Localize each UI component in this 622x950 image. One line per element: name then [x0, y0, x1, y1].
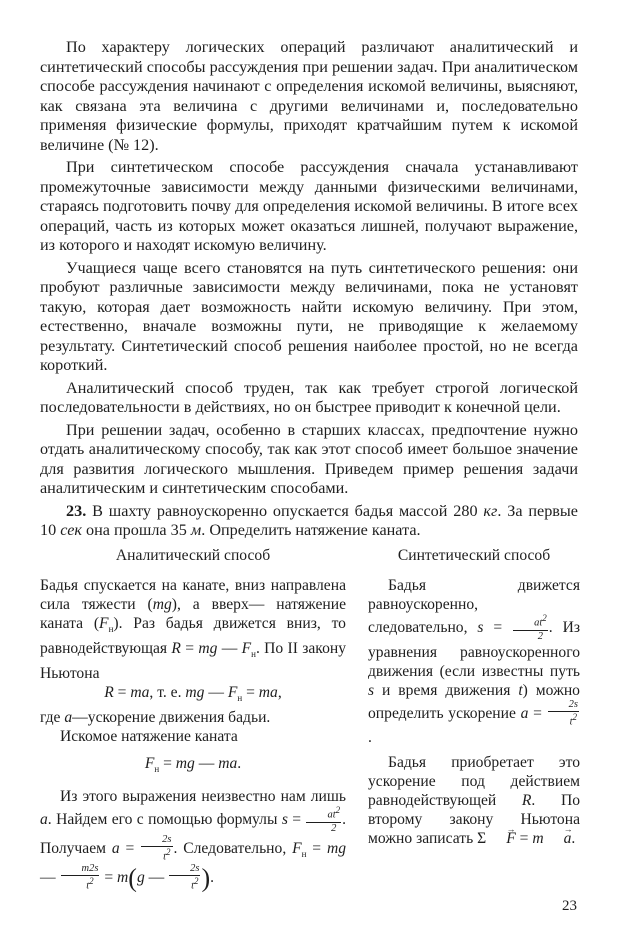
synthetic-title: Синтетический способ: [397, 547, 551, 564]
synthetic-paragraph-2: Бадья приобретает это ускорение под действием равнодействующей R. По второму закону Ньютона можно записать Σ→ F = m→ a.: [368, 753, 580, 848]
analytic-paragraph-4: Из этого выражения неизвестно нам лишь a. Найдем его с помощью формулы s = $\frac{at^2}{2}$ . Получаем a = $\frac{2s}{t^2}$ . Следовательно, $F_н$ = mg — $\frac{m2s}{t^2}$ = m(g — $\frac{2s}{t^2}$ ).: [40, 788, 347, 893]
paragraph-2: При синтетическом способе рассуждения сначала устанавливают промежуточные зависимости между данными физическими величинами, стараясь подготовить почву для определения искомой величины. В итоге всех операций, часть из которых может оказаться лишней, получают выражение, из которого и находят искомую величину.: [40, 158, 578, 254]
analytic-paragraph-3: Искомое натяжение каната: [60, 728, 238, 746]
analytic-paragraph-1: Бадья спускается на канате, вниз направлена сила тяжести (mg), а вверх— натяжение каната $(F_н)$. Раз бадья движется вниз, то равнодействующая R = mg — $F_н$. По II закону Ньютона: [40, 577, 347, 683]
paragraph-3: Учащиеся чаще всего становятся на путь синтетического решения: они пробуют различные зависимости между величинами, пока не установят такую, которая дает возможность найти искомую величину. При этом, естественно, вначале возможны пути, не приводящие к желаемому результату. Синтетический способ решения наиболее простой, но не всегда короткий.: [40, 258, 578, 374]
synthetic-paragraph-1: Бадья движется равноускоренно, следовательно, s = $\frac{at^2}{2}$ . Из уравнения равноускоренного движения (если известны путь s и время движения t) можно определить ускорение a = $\frac{2s}{t^2}$ .: [368, 577, 580, 746]
analytic-title: Аналитический способ: [115, 547, 271, 564]
page-number: 23: [562, 898, 577, 914]
problem-number: 23.: [66, 501, 87, 520]
main-text: [40, 38, 578, 541]
analytic-formula-1: R = ma, т. е. mg — $F_н$ = ma,: [104, 684, 282, 704]
paragraph-4: Аналитический способ труден, так как требует строгой логической последовательности в действиях, но он быстрее приводит к конечной цели.: [40, 378, 578, 416]
analytic-column: [40, 546, 346, 892]
analytic-formula-2: $F_н$ = mg — ma.: [144, 755, 242, 775]
problem-statement: 23. В шахту равноускоренно опускается бадья массой 280 кг. За первые 10 сек она прошла 35 м. Определить натяжение каната.: [40, 501, 578, 539]
paragraph-5: При решении задач, особенно в старших классах, предпочтение нужно отдать аналитическому способу, так как этот способ имеет большое значение для развития логического мышления. Приведем пример решения задачи аналитическим и синтетическим способами.: [40, 420, 578, 497]
synthetic-column: [368, 546, 580, 848]
analytic-paragraph-2: где a—ускорение движения бадьи.: [40, 709, 271, 727]
paragraph-1: По характеру логических операций различают аналитический и синтетический способы рассуждения при решении задач. При аналитическом способе рассуждения начинают с определения искомой величины, выясняют, как связана эта величина с другими величинами и, последовательно применяя физические формулы, приходят кратчайшим путем к искомой величине (№ 12).: [40, 38, 578, 154]
